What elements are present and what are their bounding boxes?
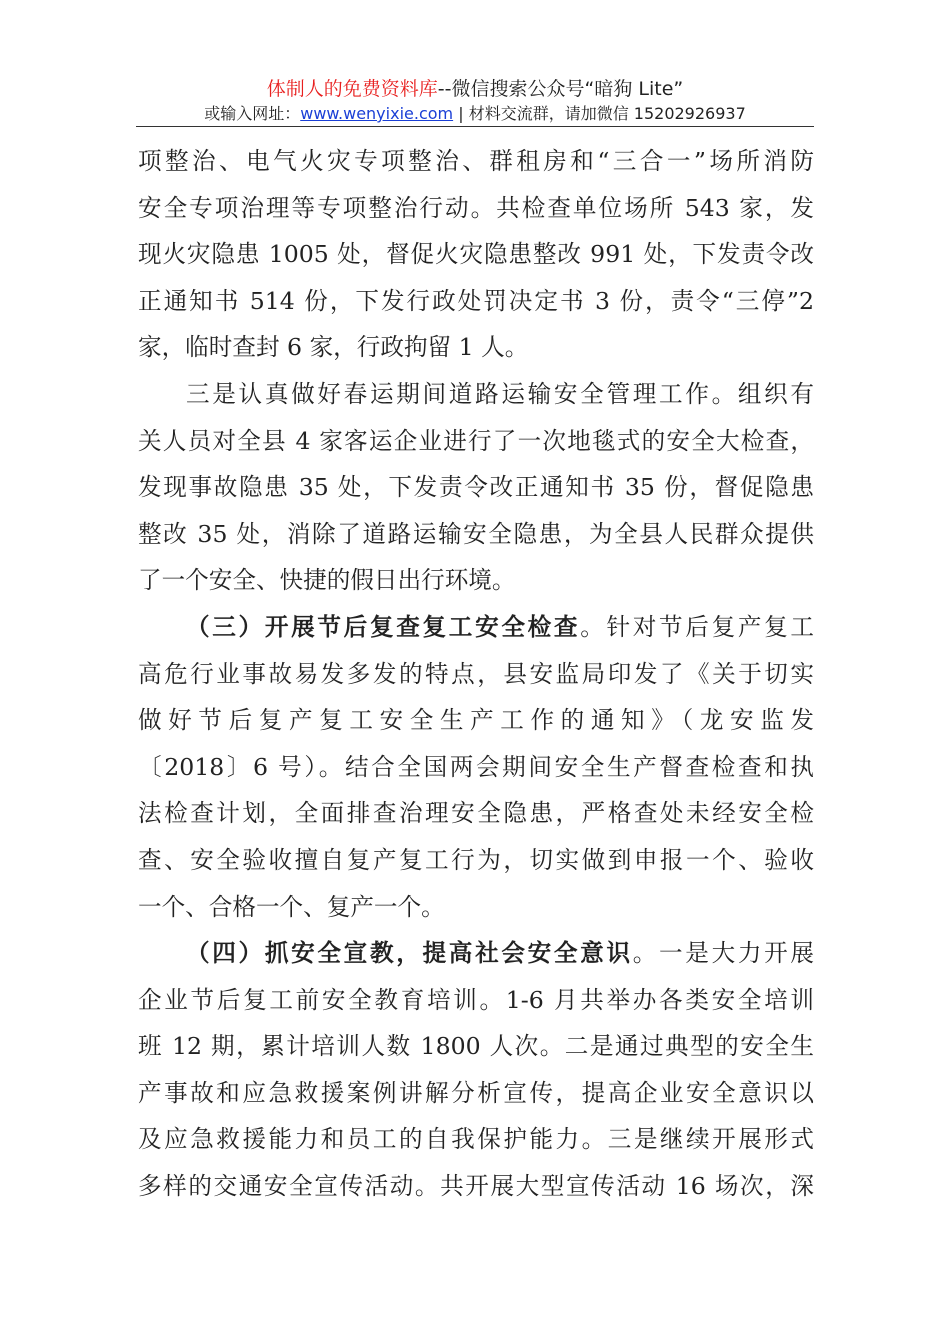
page-header xyxy=(0,76,950,126)
text-line: 安全专项治理等专项整治行动。共检查单位场所 543 家，发 xyxy=(138,193,814,222)
paragraph-resumption-inspection xyxy=(138,604,814,930)
text-line: 了一个安全、快捷的假日出行环境。 xyxy=(138,566,516,595)
text-line: 企业节后复工前安全教育培训。1-6 月共举办各类安全培训 xyxy=(138,985,814,1014)
section-heading: （三）开展节后复查复工安全检查 xyxy=(186,612,581,641)
paragraph-safety-education xyxy=(138,930,814,1210)
header-title-line xyxy=(0,76,950,102)
text-line: 做好节后复产复工安全生产工作的通知》（龙安监发 xyxy=(138,706,814,735)
text-line: 产事故和应急救援案例讲解分析宣传，提高企业安全意识以 xyxy=(138,1078,814,1107)
heading-rest: 。一是大力开展 xyxy=(632,939,814,968)
header-divider xyxy=(136,126,814,127)
text-line: 项整治、电气火灾专项整治、群租房和“三合一”场所消防 xyxy=(138,147,814,175)
text-line: 三是认真做好春运期间道路运输安全管理工作。组织有 xyxy=(186,379,814,408)
wechat-text: --微信搜索公众号“暗狗 Lite” xyxy=(437,78,684,100)
text-line xyxy=(138,930,814,977)
text-line: 法检查计划，全面排查治理安全隐患，严格查处未经安全检 xyxy=(138,799,814,828)
text-line: 现火灾隐患 1005 处，督促火灾隐患整改 991 处，下发责令改 xyxy=(138,240,814,269)
text-line: 正通知书 514 份，下发行政处罚决定书 3 份，责令“三停”2 xyxy=(138,286,814,315)
text-line: 〔2018〕6 号）。结合全国两会期间安全生产督查检查和执 xyxy=(138,752,814,781)
paragraph-road-transport xyxy=(138,371,814,604)
text-line: 家，临时查封 6 家，行政拘留 1 人。 xyxy=(138,333,529,362)
text-line: 查、安全验收擅自复产复工行为，切实做到申报一个、验收 xyxy=(138,845,814,874)
section-heading: （四）抓安全宣教，提高社会安全意识 xyxy=(186,939,633,968)
document-body xyxy=(138,138,814,1210)
text-line: 及应急救援能力和员工的自我保护能力。三是继续开展形式 xyxy=(138,1125,814,1154)
text-line: 多样的交通安全宣传活动。共开展大型宣传活动 16 场次，深 xyxy=(138,1172,814,1201)
text-line: 整改 35 处，消除了道路运输安全隐患，为全县人民群众提供 xyxy=(138,519,814,548)
website-link[interactable]: www.wenyixie.com xyxy=(300,104,454,123)
text-line: 发现事故隐患 35 处，下发责令改正通知书 35 份，督促隐患 xyxy=(138,473,814,502)
header-separator: | xyxy=(458,104,464,123)
text-line: 高危行业事故易发多发的特点，县安监局印发了《关于切实 xyxy=(138,659,814,688)
text-line: 关人员对全县 4 家客运企业进行了一次地毯式的安全大检查， xyxy=(138,426,814,455)
site-name: 体制人的免费资料库 xyxy=(266,78,438,100)
header-contact-line xyxy=(0,102,950,126)
heading-rest: 。针对节后复产复工 xyxy=(580,612,815,641)
text-line xyxy=(138,604,814,651)
text-line: 班 12 期，累计培训人数 1800 人次。二是通过典型的安全生 xyxy=(138,1032,814,1061)
paragraph-fire-rectification xyxy=(138,138,814,371)
group-contact-text: 材料交流群，请加微信 15202926937 xyxy=(468,104,746,123)
text-line: 一个、合格一个、复产一个。 xyxy=(138,892,445,921)
url-prefix: 或输入网址： xyxy=(204,104,301,123)
